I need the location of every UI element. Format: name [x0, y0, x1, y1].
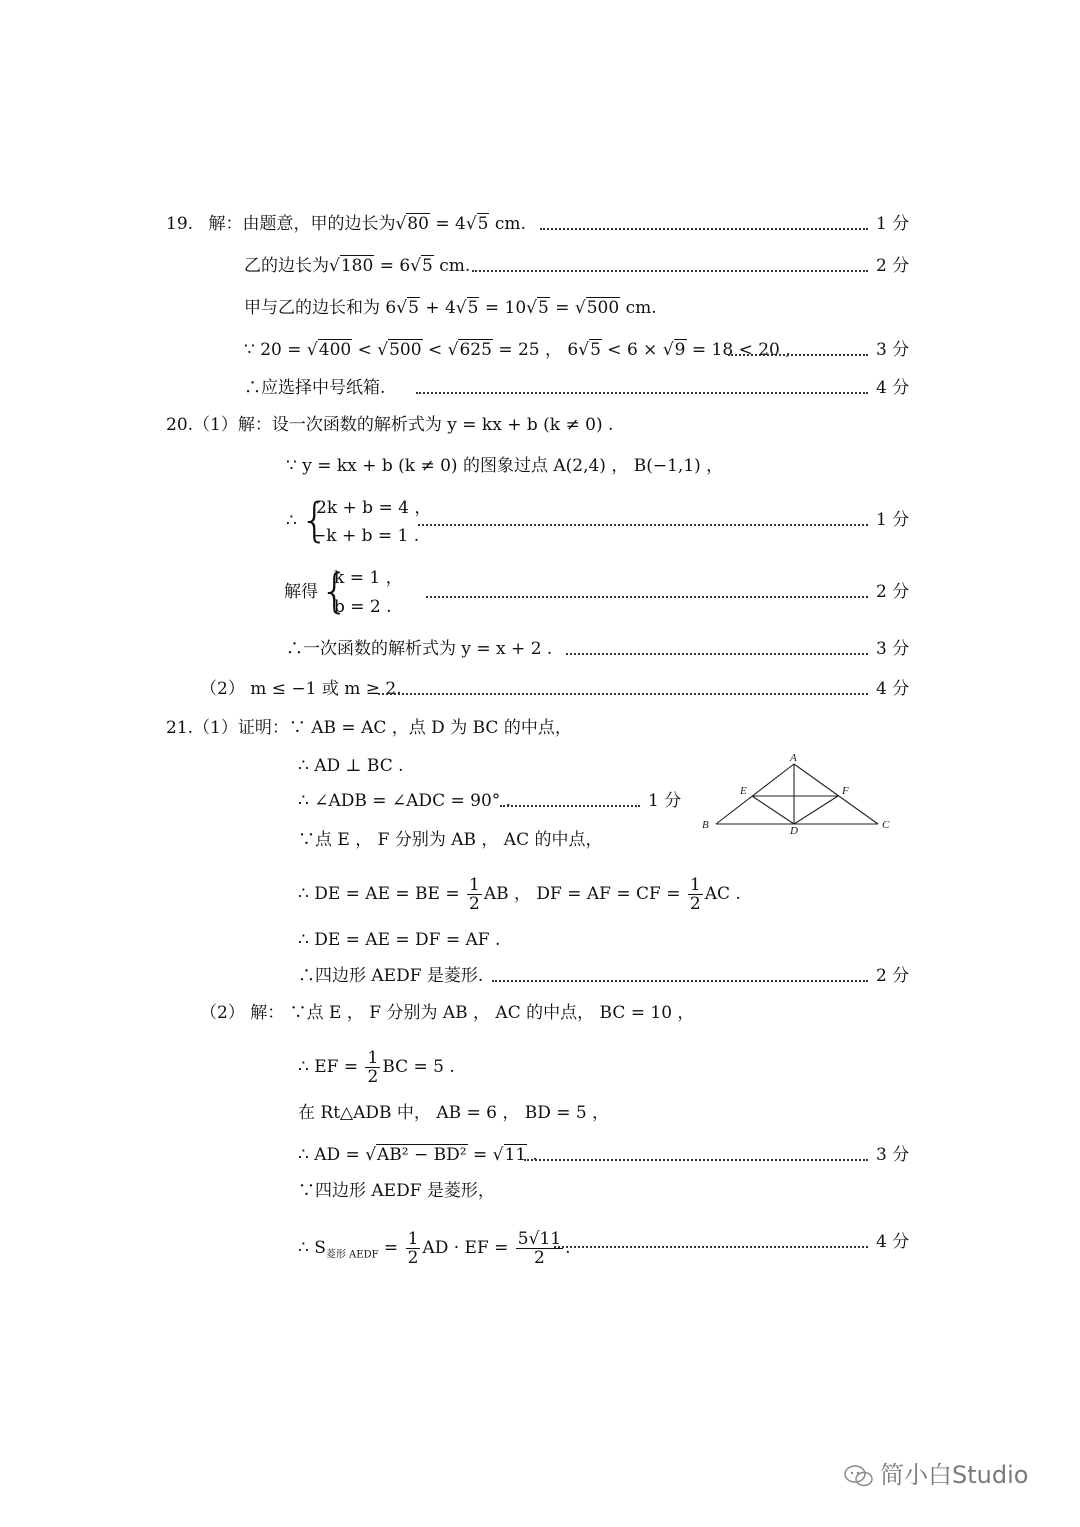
- sqrt-500: 500: [389, 340, 422, 360]
- frac-num: 1: [367, 1048, 379, 1068]
- label-d: D: [790, 825, 798, 836]
- text: BC = 5 .: [382, 1057, 455, 1077]
- leader-dots: [492, 980, 868, 982]
- fraction-half: [365, 1049, 380, 1086]
- op: < 6 ×: [601, 340, 663, 360]
- q20-solve-label: 解得: [284, 582, 318, 602]
- score-21-1: 1 分: [648, 791, 682, 811]
- q19-l2-unit: cm.: [433, 256, 471, 276]
- sqrt-5: 5: [408, 298, 419, 318]
- frac-num: 1: [469, 875, 480, 895]
- frac-den: 2: [407, 1248, 419, 1268]
- text: AD · EF =: [422, 1238, 514, 1258]
- system-brace: {: [300, 493, 330, 547]
- q19-l2-eq: = 6: [374, 256, 411, 276]
- watermark: [844, 1455, 1028, 1490]
- q21-p2-line2: [298, 1049, 455, 1086]
- sqrt-80: 80: [407, 214, 429, 234]
- q19-line1: 19. 解：由题意，甲的边长为√80 = 4√5 cm.: [166, 214, 526, 234]
- score-21-3: 3 分: [876, 1145, 910, 1165]
- q21-line1: 21.（1）证明：∵ AB = AC ，点 D 为 BC 的中点，: [166, 718, 572, 738]
- leader-dots: [416, 392, 868, 394]
- sqrt-625: 625: [459, 340, 492, 360]
- q19-line5: ∴应选择中号纸箱.: [244, 378, 386, 398]
- op: = 10: [479, 298, 527, 318]
- q20-therefore: ∴: [286, 511, 297, 531]
- text: .: [565, 1238, 571, 1258]
- because: ∵ 20 =: [244, 340, 307, 360]
- sqrt-5: 5: [467, 298, 479, 318]
- q19-text: 解：由题意，甲的边长为: [208, 214, 396, 234]
- fraction-half: [467, 876, 482, 913]
- score-19-4: 4 分: [876, 378, 910, 398]
- q20-k: k = 1 ，: [334, 568, 403, 588]
- text: ∴ AD =: [298, 1145, 366, 1165]
- text: AC .: [704, 884, 741, 904]
- leader-dots: [554, 1246, 868, 1248]
- q20-b: b = 2 .: [334, 597, 392, 617]
- triangle-figure: [700, 752, 900, 836]
- score-20-1: 1 分: [876, 510, 910, 530]
- q21-p2-line1: （2） 解： ∵点 E ， F 分别为 AB ， AC 的中点， BC = 10 ，: [200, 1003, 695, 1023]
- sqrt-9: 9: [674, 340, 686, 360]
- sqrt-500: 500: [586, 298, 620, 318]
- q19-unit: cm.: [489, 214, 526, 234]
- leader-dots: [472, 270, 868, 272]
- fraction-result: [516, 1230, 563, 1267]
- q19-number: 19.: [166, 214, 194, 234]
- score-21-2: 2 分: [876, 966, 910, 986]
- leader-dots: [524, 1159, 868, 1161]
- system-brace: {: [320, 564, 350, 618]
- leader-dots: [426, 596, 868, 598]
- frac-den: 2: [534, 1248, 545, 1268]
- score-19-3: 3 分: [876, 340, 910, 360]
- sqrt-5: 5: [537, 298, 549, 318]
- frac-num: 5√11: [517, 1229, 562, 1249]
- q20-line2: ∵ y = kx + b (k ≠ 0) 的图象过点 A(2,4) ， B(−1,1) ，: [286, 456, 724, 476]
- q21-line7: ∴四边形 AEDF 是菱形.: [298, 966, 484, 986]
- q21-p2-line4: ∴ AD = √AB² − BD² = √11 .: [298, 1145, 538, 1165]
- q19-eq: = 4: [429, 214, 466, 234]
- sqrt-400: 400: [318, 340, 352, 360]
- frac-num: 1: [689, 875, 701, 895]
- q21-line4: ∵点 E ， F 分别为 AB ， AC 的中点，: [298, 830, 603, 850]
- wechat-icon: [844, 1465, 874, 1487]
- op: =: [549, 298, 575, 318]
- text: AB ， DF = AF = CF =: [483, 884, 686, 904]
- q19-line3: 甲与乙的边长和为 6√5 + 4√5 = 10√5 = √500 cm.: [244, 298, 657, 318]
- leader-dots: [418, 524, 868, 526]
- sqrt-expr: AB² − BD²: [377, 1145, 467, 1165]
- label-b: B: [702, 819, 709, 831]
- subscript: 菱形 AEDF: [325, 1249, 379, 1261]
- q19-l2-text: 乙的边长为: [244, 256, 329, 276]
- op: =: [378, 1238, 404, 1258]
- op: = 25 ， 6: [492, 340, 579, 360]
- q21-line3: ∴ ∠ADB = ∠ADC = 90° .: [298, 791, 512, 811]
- label-f: F: [842, 785, 849, 797]
- unit: cm.: [620, 298, 657, 318]
- sqrt-5: 5: [477, 214, 489, 234]
- frac-den: 2: [689, 894, 701, 914]
- frac-den: 2: [469, 894, 480, 914]
- score-20-4: 4 分: [876, 679, 910, 699]
- q21-p2-line6: [298, 1230, 570, 1267]
- text: ∴ S: [298, 1238, 326, 1258]
- frac-den: 2: [367, 1067, 379, 1087]
- fraction-half: [406, 1230, 421, 1267]
- op: = 18 < 20 ,: [686, 340, 791, 360]
- q19-line2: 乙的边长为√180 = 6√5 cm.: [244, 256, 471, 276]
- score-21-4: 4 分: [876, 1232, 910, 1252]
- leader-dots: [566, 653, 868, 655]
- q20-eq2: −k + b = 1 .: [312, 526, 420, 546]
- q21-p2-line3: 在 Rt△ADB 中， AB = 6 ， BD = 5 ，: [298, 1103, 610, 1123]
- q20-line6: （2） m ≤ −1 或 m ≥ 2.: [200, 679, 402, 699]
- text: .: [527, 1145, 538, 1165]
- leader-dots: [378, 693, 868, 695]
- q20-line1: 20.（1）解：设一次函数的解析式为 y = kx + b (k ≠ 0) .: [166, 415, 614, 435]
- sqrt-11: 11: [504, 1145, 527, 1165]
- label-e: E: [740, 785, 747, 797]
- text: ∴ DE = AE = BE =: [298, 884, 466, 904]
- frac-num: 1: [407, 1229, 419, 1249]
- q20-eq1: 2k + b = 4 ，: [316, 498, 432, 518]
- score-20-2: 2 分: [876, 582, 910, 602]
- op: <: [422, 340, 448, 360]
- q19-l3-text: 甲与乙的边长和为 6: [244, 298, 397, 318]
- fraction-half: [688, 876, 703, 913]
- watermark-text: 简小白Studio: [880, 1461, 1029, 1489]
- sqrt-5: 5: [422, 256, 433, 276]
- score-19-2: 2 分: [876, 256, 910, 276]
- score-20-3: 3 分: [876, 639, 910, 659]
- label-a: A: [790, 752, 797, 764]
- q21-p2-line5: ∵四边形 AEDF 是菱形，: [298, 1181, 495, 1201]
- q19-line4: ∵ 20 = √400 < √500 < √625 = 25 ， 6√5 < 6 × √9 = 18 < 20 ,: [244, 340, 791, 360]
- leader-dots: [500, 805, 640, 807]
- sqrt-180: 180: [340, 256, 374, 276]
- op: <: [352, 340, 378, 360]
- sqrt-5: 5: [590, 340, 601, 360]
- score-19-1: 1 分: [876, 214, 910, 234]
- q21-line5: [298, 876, 741, 913]
- op: =: [467, 1145, 493, 1165]
- leader-dots: [540, 228, 868, 230]
- op: + 4: [419, 298, 456, 318]
- leader-dots: [728, 354, 868, 356]
- q21-line2: ∴ AD ⊥ BC .: [298, 756, 404, 776]
- q20-line5: ∴一次函数的解析式为 y = x + 2 .: [286, 639, 553, 659]
- text: ∴ EF =: [298, 1057, 364, 1077]
- label-c: C: [882, 819, 890, 831]
- q21-line6: ∴ DE = AE = DF = AF .: [298, 930, 501, 950]
